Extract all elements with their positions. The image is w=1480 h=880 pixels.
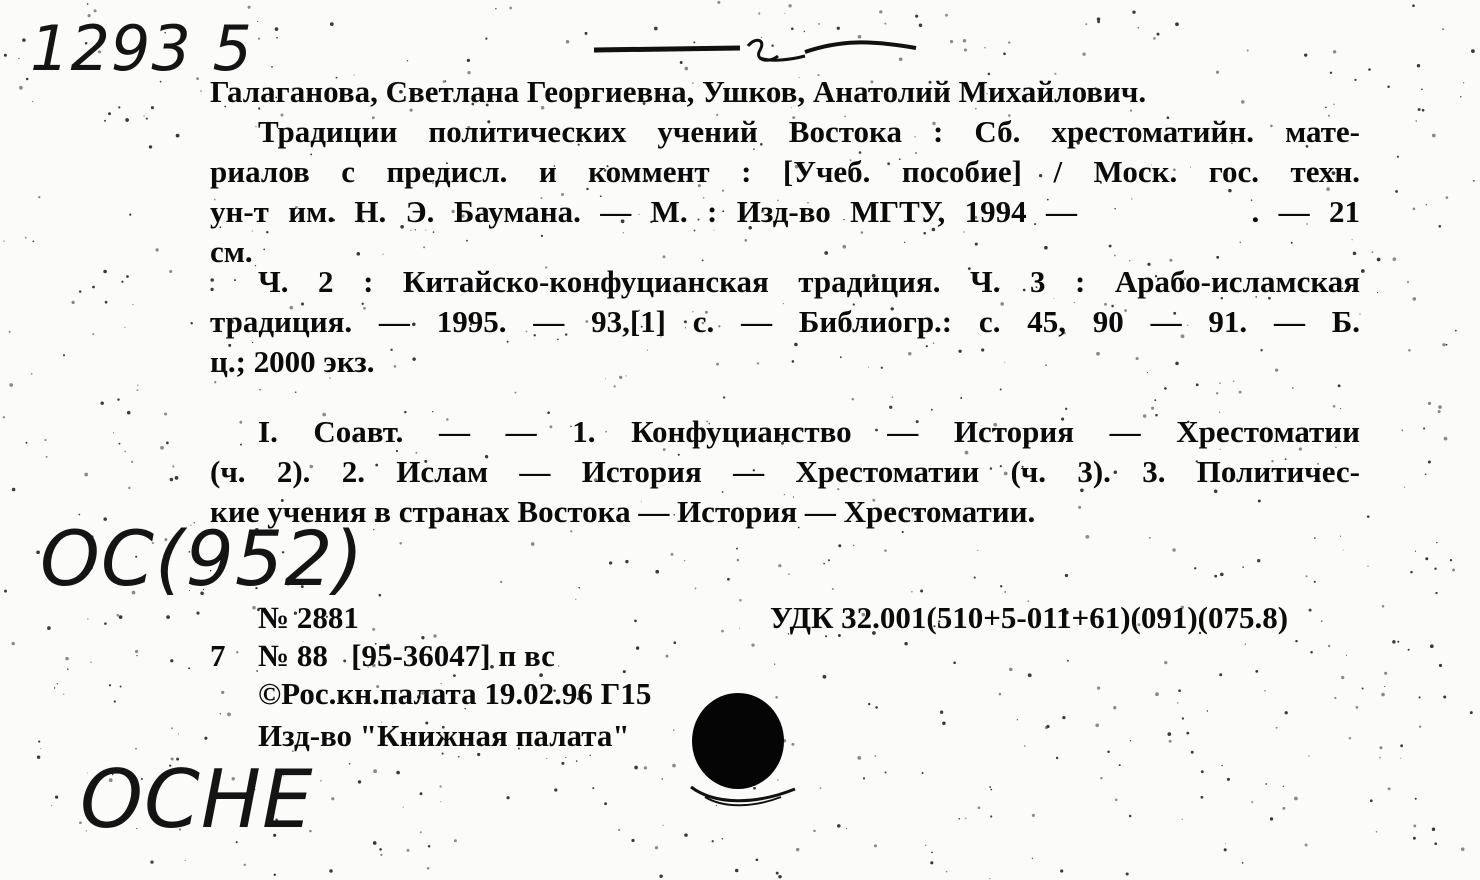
volume-line: ц.; 2000 экз. [210, 344, 375, 379]
publisher-line: Изд-во "Книжная палата" [258, 718, 630, 753]
volume-block [210, 262, 1360, 382]
entry-heading: Галаганова, Светлана Георгиевна, Ушков, Анатолий Михайлович. [210, 74, 1147, 109]
card-number: № 2881 [258, 600, 359, 635]
handwritten-class-code: ОС(952) [40, 514, 365, 603]
hole-scribble [685, 775, 805, 815]
title-line: риалов с предисл. и коммент : [Учеб. пособие] / Моск. гос. техн. [210, 154, 1360, 189]
handwritten-shelfmark: 1293 5 [30, 12, 253, 85]
subjects-block [210, 412, 1360, 532]
subject-line: (ч. 2). 2. Ислам — История — Хрестоматии (ч. 3). 3. Политичес- [210, 454, 1360, 489]
title-line: ун-т им. Н. Э. Баумана. — М. : Изд-во МГТУ, 1994 — . — 21 [210, 194, 1360, 229]
record-line: № 88 [95-36047] п вс [258, 638, 555, 673]
volume-line: Ч. 2 : Китайско-конфуцианская традиция. Ч. 3 : Арабо-исламская [258, 264, 1360, 299]
title-line: Традиции политических учений Востока : Сб. хрестоматийн. мате- [258, 114, 1360, 149]
handwritten-bottom-code: ОСНЕ [80, 753, 314, 846]
title-block [210, 112, 1360, 272]
row-prefix: 7 [210, 638, 226, 673]
copyright-line: ©Рос.кн.палата 19.02.96 Г15 [258, 676, 652, 711]
udc-code: УДК 32.001(510+5-011+61)(091)(075.8) [770, 600, 1289, 635]
top-rule-scribble [590, 28, 920, 78]
subject-line: кие учения в странах Востока — История — Хрестоматии. [210, 494, 1036, 529]
title-line: см. [210, 234, 253, 269]
volume-line: традиция. — 1995. — 93,[1] с. — Библиогр.: с. 45, 90 — 91. — Б. [210, 304, 1360, 339]
subject-line: I. Соавт. — — 1. Конфуцианство — История — Хрестоматии [258, 414, 1360, 449]
